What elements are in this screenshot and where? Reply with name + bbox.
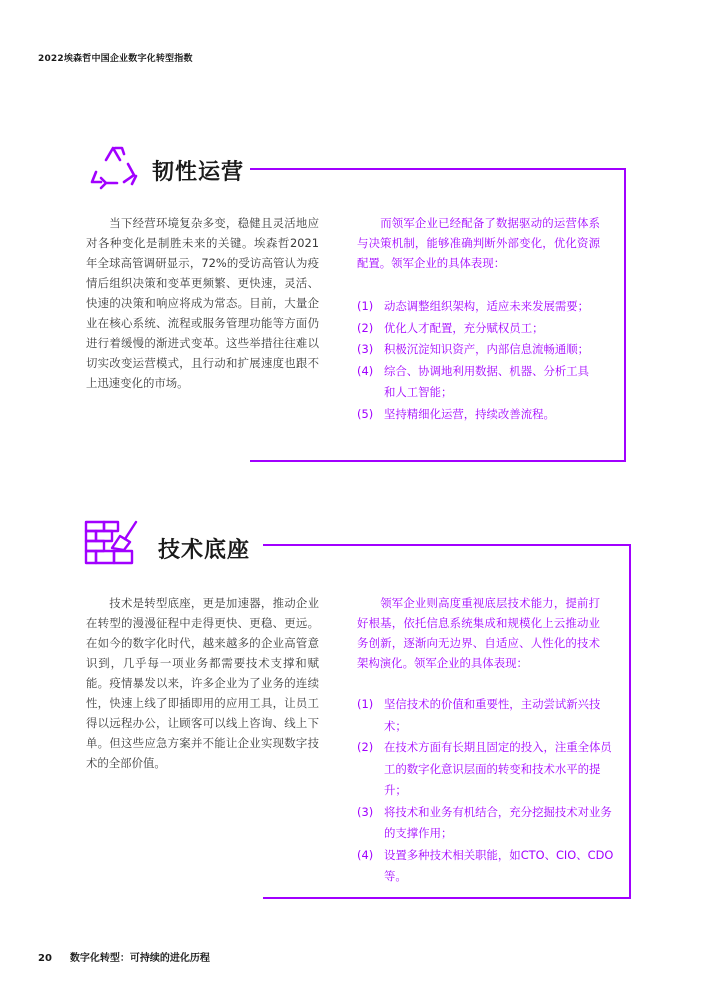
recycle-arrows-icon — [84, 142, 142, 194]
item-text: 优化人才配置，充分赋权员工； — [384, 320, 544, 335]
list-item — [357, 802, 622, 845]
section2-title: 技术底座 — [158, 538, 251, 563]
section1-list — [357, 296, 600, 425]
section2-list — [357, 694, 622, 888]
section2-right-intro — [357, 593, 600, 673]
item-text: 坚持精细化运营，持续改善流程。 — [384, 406, 555, 421]
list-item — [357, 361, 600, 404]
item-text: 动态调整组织架构，适应未来发展需要； — [384, 299, 590, 313]
item-text: 坚信技术的价值和重要性，主动尝试新兴技术； — [384, 697, 601, 733]
item-number: (5) — [357, 406, 374, 421]
list-item — [357, 737, 622, 802]
brick-wall-trowel-icon — [84, 518, 144, 568]
list-item — [357, 845, 622, 888]
page-footer — [38, 949, 210, 964]
footer-title: 数字化转型：可持续的进化历程 — [69, 953, 210, 964]
section1-intro-text: 而领军企业已经配备了数据驱动的运营体系与决策机制，能够准确判断外部变化，优化资源配置。领军企业的具体表现： — [357, 216, 600, 270]
item-text: 积极沉淀知识资产，内部信息流畅通顺； — [384, 342, 590, 356]
section2-left-paragraph — [86, 593, 319, 773]
section1-title: 韧性运营 — [152, 160, 245, 185]
item-text: 设置多种技术相关职能，如CTO、CIO、CDO等。 — [384, 847, 614, 883]
item-number: (1) — [357, 299, 374, 313]
list-item — [357, 404, 600, 426]
item-number: (2) — [357, 320, 374, 335]
page-number: 20 — [38, 953, 52, 964]
section2-intro-text: 领军企业则高度重视底层技术能力，提前打好根基，依托信息系统集成和规模化上云推动业务创新，逐渐向无边界、自适应、人性化的技术架构演化。领军企业的具体表现： — [357, 596, 600, 670]
item-text: 综合、协调地利用数据、机器、分析工具和人工智能； — [384, 363, 590, 399]
item-text: 将技术和业务有机结合，充分挖掘技术对业务的支撑作用； — [384, 804, 612, 840]
section2-left-text: 技术是转型底座，更是加速器，推动企业在转型的漫漫征程中走得更快、更稳、更远。在如今的数字化时代，越来越多的企业高管意识到，几乎每一项业务都需要技术支撑和赋能。疫情暴发以来，许多企业为了业务的连续性，快速上线了即插即用的应用工具，让员工得以远程办公，让顾客可以线上咨询、线上下单。但这些应急方案并不能让企业实现数字技术的全部价值。 — [86, 596, 319, 770]
item-number: (2) — [357, 740, 374, 754]
section1-left-paragraph — [86, 213, 319, 393]
running-header: 2022埃森哲中国企业数字化转型指数 — [38, 54, 193, 64]
list-item — [357, 318, 600, 340]
section1-right-intro — [357, 213, 600, 273]
item-number: (4) — [357, 363, 374, 378]
item-number: (3) — [357, 804, 374, 819]
list-item — [357, 296, 600, 318]
item-number: (4) — [357, 847, 374, 862]
item-number: (1) — [357, 697, 374, 711]
list-item — [357, 694, 622, 737]
item-text: 在技术方面有长期且固定的投入，注重全体员工的数字化意识层面的转变和技术水平的提升； — [384, 740, 612, 797]
section1-left-text: 当下经营环境复杂多变，稳健且灵活地应对各种变化是制胜未来的关键。埃森哲2021年全球高管调研显示，72%的受访高管认为疫情后组织决策和变革更频繁、更快速，灵活、快速的决策和响应将成为常态。目前，大量企业在核心系统、流程或服务管理功能等方面仍进行着缓慢的渐进式变革。这些举措往往难以切实改变运营模式，且行动和扩展速度也跟不上迅速变化的市场。 — [86, 216, 319, 390]
list-item — [357, 339, 600, 361]
item-number: (3) — [357, 342, 374, 356]
